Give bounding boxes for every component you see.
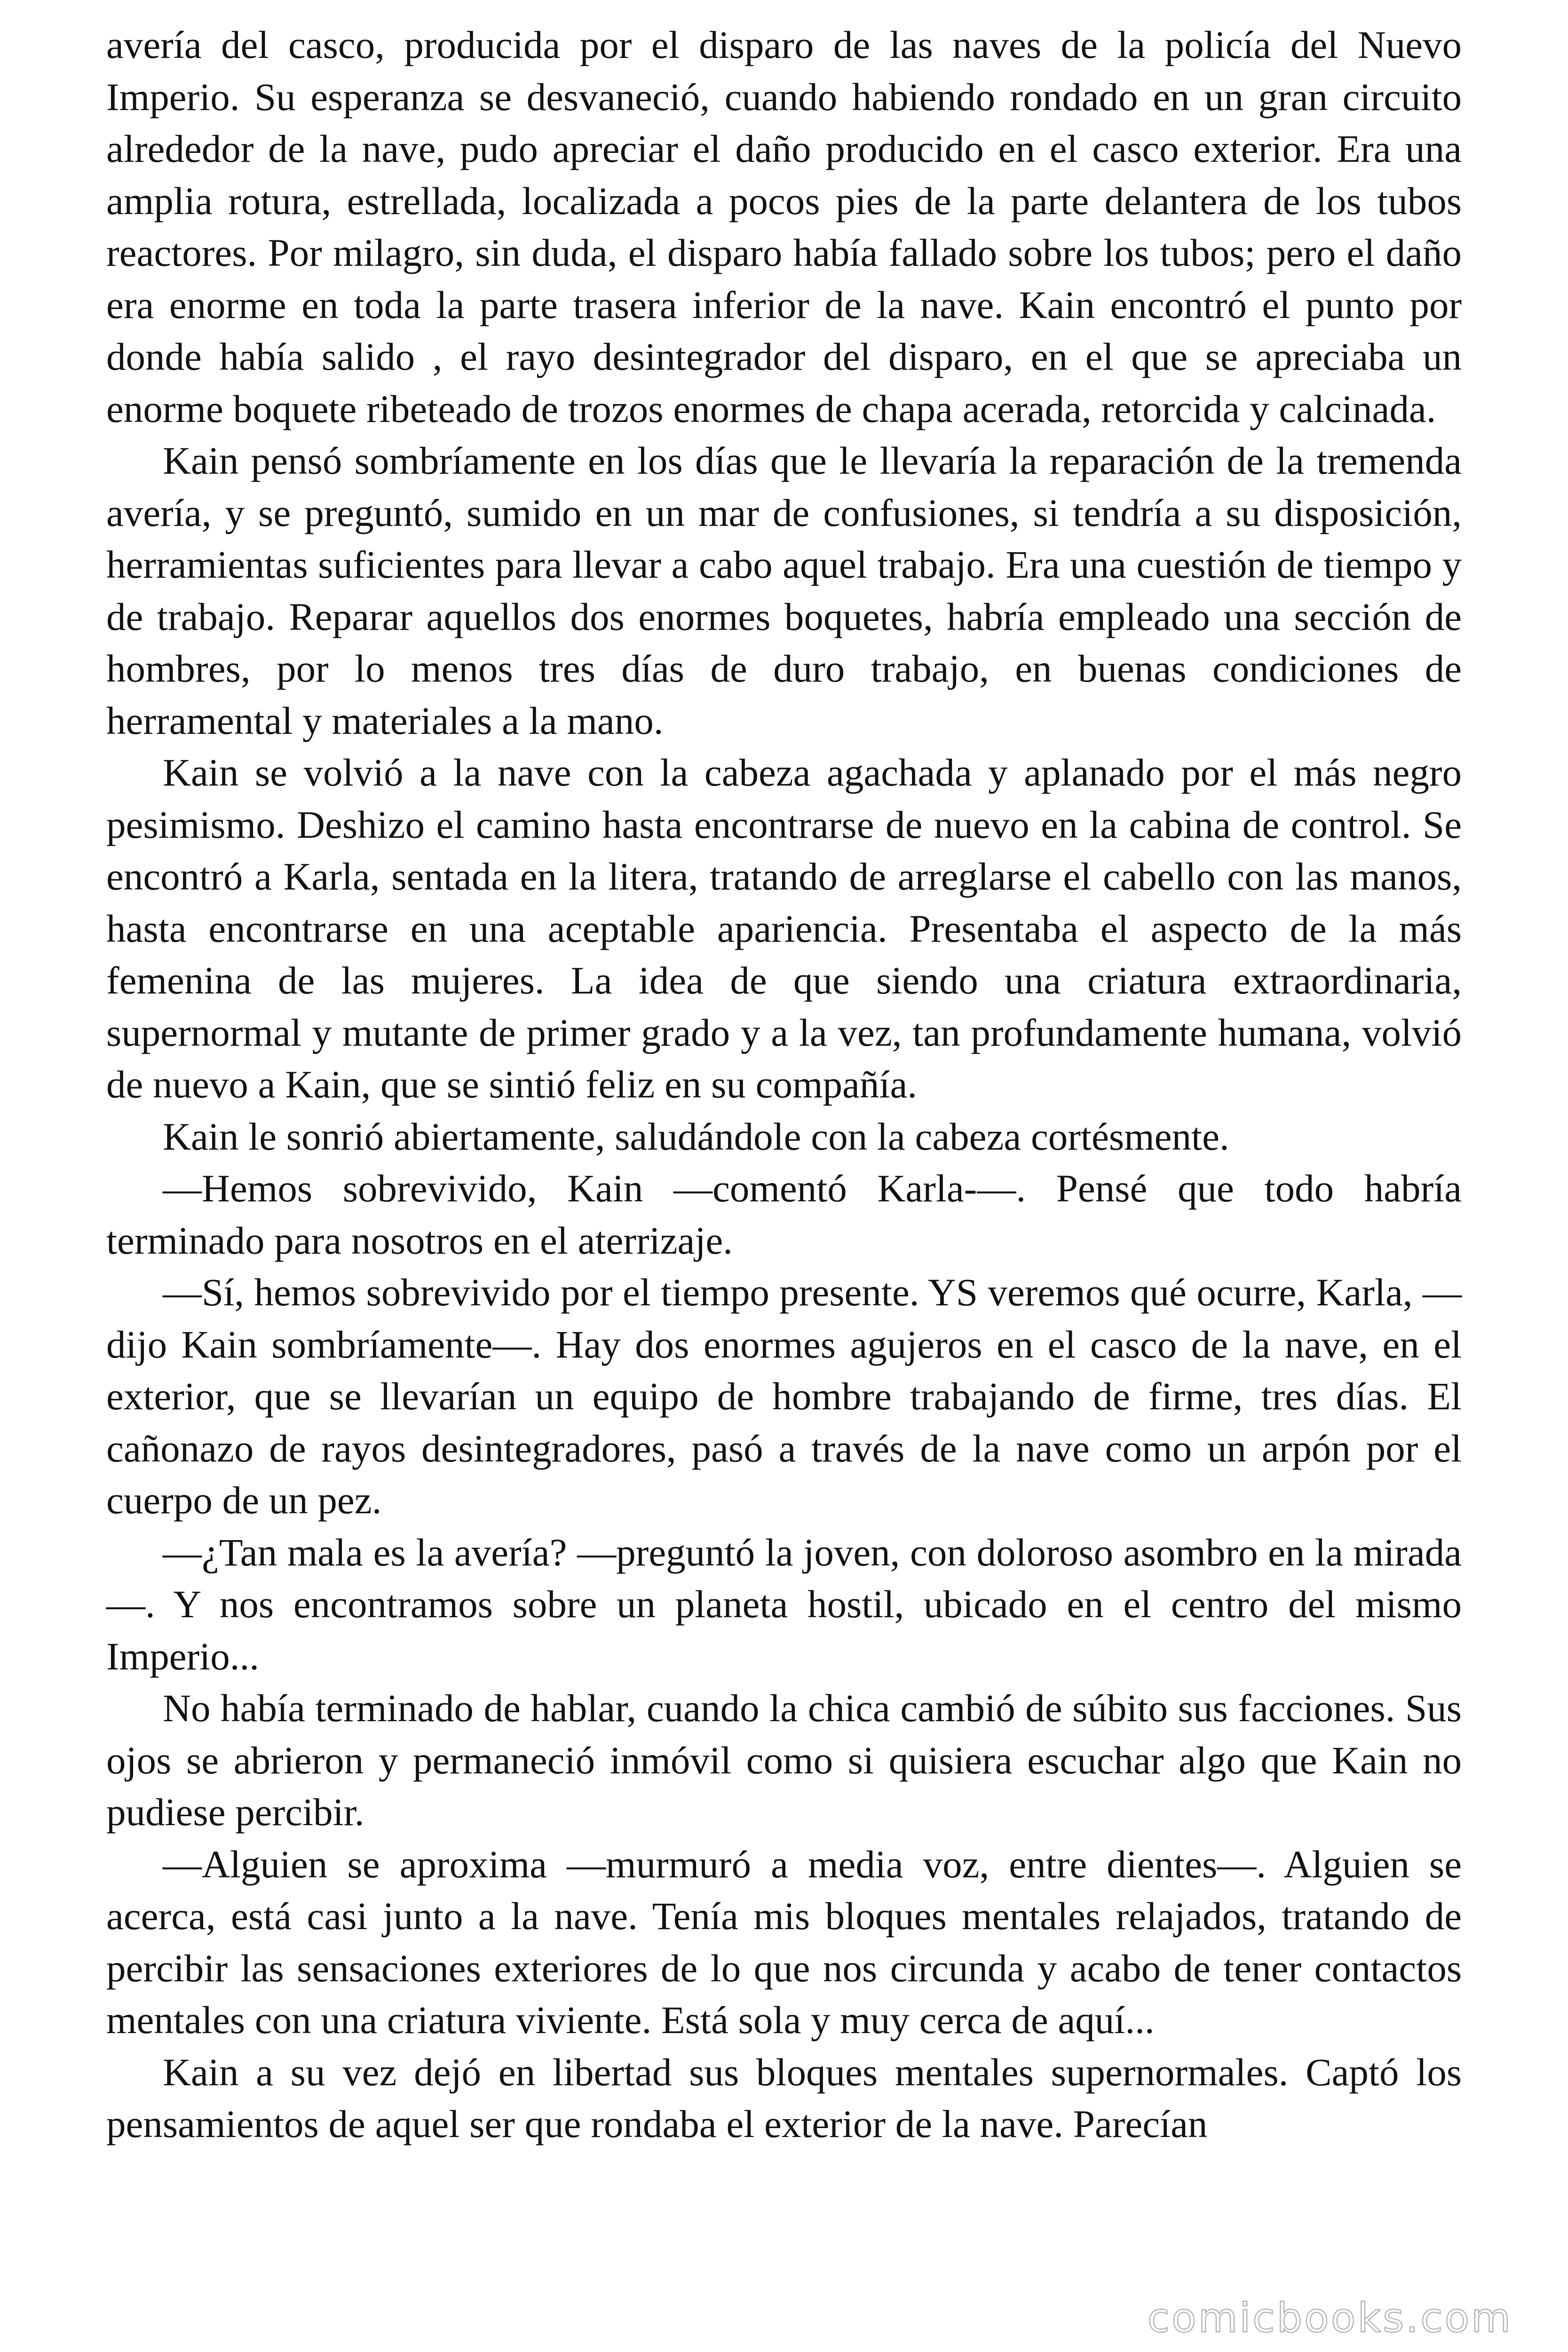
- paragraph: No había terminado de hablar, cuando la chica cambió de súbito sus facciones. Sus ojos se abrieron y permaneció inmóvil como si quisiera escuchar algo que Kain no pudiese percibir.: [106, 1686, 1462, 1834]
- watermark: comicbooks.com: [1147, 2295, 1513, 2342]
- document-page: [106, 19, 1462, 2300]
- paragraph: avería del casco, producida por el disparo de las naves de la policía del Nuevo Imperio. Su esperanza se desvaneció, cuando habiendo rondado en un gran circuito alrededor de la nave, pudo apreciar el daño producido en el casco exterior. Era una amplia rotura, estrellada, localizada a pocos pies de la parte delantera de los tubos reactores. Por milagro, sin duda, el disparo había fallado sobre los tubos; pero el daño era enorme en toda la parte trasera inferior de la nave. Kain encontró el punto por donde había salido , el rayo desintegrador del disparo, en el que se apreciaba un enorme boquete ribeteado de trozos enormes de chapa acerada, retorcida y calcinada.: [106, 23, 1462, 430]
- paragraph: Kain le sonrió abiertamente, saludándole con la cabeza cortésmente.: [163, 1114, 1229, 1158]
- paragraph: —Hemos sobrevivido, Kain —comentó Karla-—. Pensé que todo habría terminado para nosotros en el aterrizaje.: [106, 1167, 1462, 1262]
- paragraph: Kain pensó sombríamente en los días que le llevaría la reparación de la tremenda avería, y se preguntó, sumido en un mar de confusiones, si tendría a su disposición, herramientas suficientes para llevar a cabo aquel trabajo. Era una cuestión de tiempo y de trabajo. Reparar aquellos dos enormes boquetes, habría empleado una sección de hombres, por lo menos tres días de duro trabajo, en buenas condiciones de herramental y materiales a la mano.: [106, 439, 1462, 742]
- paragraph: —Alguien se aproxima —murmuró a media voz, entre dientes—. Alguien se acerca, está casi junto a la nave. Tenía mis bloques mentales relajados, tratando de percibir las sensaciones exteriores de lo que nos circunda y acabo de tener contactos mentales con una criatura viviente. Está sola y muy cerca de aquí...: [106, 1842, 1462, 2042]
- paragraph: —¿Tan mala es la avería? —preguntó la joven, con doloroso asombro en la mirada—. Y nos encontramos sobre un planeta hostil, ubicado en el centro del mismo Imperio...: [106, 1530, 1462, 1678]
- paragraph: Kain se volvió a la nave con la cabeza agachada y aplanado por el más negro pesimismo. Deshizo el camino hasta encontrarse de nuevo en la cabina de control. Se encontró a Karla, sentada en la litera, tratando de arreglarse el cabello con las manos, hasta encontrarse en una aceptable apariencia. Presentaba el aspecto de la más femenina de las mujeres. La idea de que siendo una criatura extraordinaria, supernormal y mutante de primer grado y a la vez, tan profundamente humana, volvió de nuevo a Kain, que se sintió feliz en su compañía.: [106, 751, 1462, 1106]
- paragraph: —Sí, hemos sobrevivido por el tiempo presente. YS veremos qué ocurre, Karla, —dijo Kain sombríamente—. Hay dos enormes agujeros en el casco de la nave, en el exterior, que se llevarían un equipo de hombre trabajando de firme, tres días. El cañonazo de rayos desintegradores, pasó a través de la nave como un arpón por el cuerpo de un pez.: [106, 1271, 1462, 1522]
- paragraph: Kain a su vez dejó en libertad sus bloques mentales supernormales. Captó los pensamientos de aquel ser que rondaba el exterior de la nave. Parecían: [106, 2050, 1462, 2145]
